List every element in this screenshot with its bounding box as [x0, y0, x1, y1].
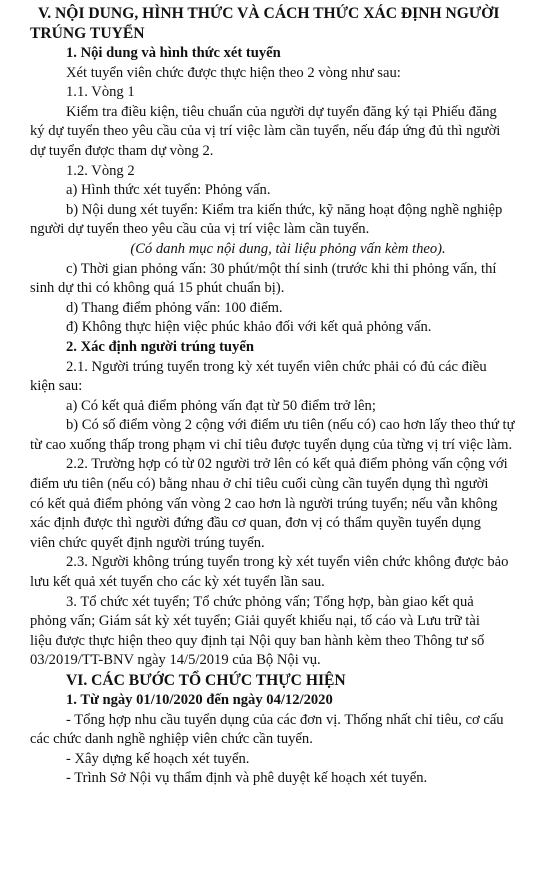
text-line: 1. Từ ngày 01/10/2020 đến ngày 04/12/2020 [66, 692, 333, 708]
text-line: Kiểm tra điều kiện, tiêu chuẩn của người dự tuyển đăng ký tại Phiếu đăng [66, 103, 497, 120]
text-line: có kết quả điểm phỏng vấn vòng 2 cao hơn là người trúng tuyển; nếu vẫn không [30, 495, 498, 512]
text-line: ký dự tuyển theo yêu cầu của vị trí việc làm cần tuyển, nếu đáp ứng đủ thì người [30, 123, 501, 140]
text-line: từ cao xuống thấp trong phạm vi chỉ tiêu được tuyển dụng của từng vị trí việc làm. [30, 436, 513, 453]
text-line: TRÚNG TUYỂN [30, 25, 145, 42]
text-line: người dự tuyển theo yêu cầu của vị trí việc làm cần tuyển. [30, 221, 370, 238]
text-line: 2.2. Trường hợp có từ 02 người trở lên có kết quả điểm phỏng vấn cộng với [66, 456, 508, 473]
text-line: 03/2019/TT-BNV ngày 14/5/2019 của Bộ Nội vụ. [30, 652, 321, 669]
text-line: a) Hình thức xét tuyển: Phỏng vấn. [66, 182, 271, 199]
text-line: viên chức quyết định người trúng tuyển. [30, 534, 265, 551]
text-line: 3. Tổ chức xét tuyển; Tổ chức phỏng vấn; Tổng hợp, bàn giao kết quả [66, 593, 474, 610]
text-line: b) Có số điểm vòng 2 cộng với điểm ưu tiên (nếu có) cao hơn lấy theo thứ tự [66, 417, 515, 434]
text-line: dự tuyển được tham dự vòng 2. [30, 142, 214, 159]
text-line: điểm ưu tiên (nếu có) bằng nhau ở chỉ tiêu cuối cùng cần tuyển dụng thì người [30, 476, 489, 493]
text-line: lưu kết quả xét tuyển cho các kỳ xét tuyển lần sau. [30, 574, 325, 591]
text-line: xác định được thì người đứng đầu cơ quan, đơn vị có thẩm quyền tuyển dụng [30, 515, 481, 532]
text-line: 2.1. Người trúng tuyển trong kỳ xét tuyển viên chức phải có đủ các điều [66, 358, 487, 375]
text-line: - Tổng hợp nhu cầu tuyển dụng của các đơn vị. Thống nhất chỉ tiêu, cơ cấu [66, 711, 504, 728]
text-line: 2.3. Người không trúng tuyển trong kỳ xét tuyển viên chức không được bảo [66, 554, 509, 571]
text-line: a) Có kết quả điểm phỏng vấn đạt từ 50 điểm trở lên; [66, 397, 376, 414]
text-line: 1. Nội dung và hình thức xét tuyển [66, 45, 281, 61]
text-line: d) Thang điểm phỏng vấn: 100 điểm. [66, 299, 283, 316]
text-line: các chức danh nghề nghiệp viên chức cần tuyển. [30, 731, 313, 748]
text-line: VI. CÁC BƯỚC TỔ CHỨC THỰC HIỆN [66, 672, 346, 689]
text-line: - Trình Sở Nội vụ thẩm định và phê duyệt kế hoạch xét tuyển. [66, 770, 428, 787]
text-line: c) Thời gian phỏng vấn: 30 phút/một thí sinh (trước khi thi phỏng vấn, thí [66, 260, 497, 277]
text-line: sinh dự thi có không quá 15 phút chuẩn bị). [30, 280, 285, 297]
text-line: đ) Không thực hiện việc phúc khảo đối với kết quả phỏng vấn. [66, 319, 432, 336]
text-line: - Xây dựng kế hoạch xét tuyển. [66, 750, 250, 767]
text-line: (Có danh mục nội dung, tài liệu phỏng vấn kèm theo). [130, 240, 446, 257]
text-line: 2. Xác định người trúng tuyển [66, 338, 254, 355]
text-line: 1.2. Vòng 2 [66, 162, 135, 179]
text-line: Xét tuyển viên chức được thực hiện theo 2 vòng như sau: [66, 64, 401, 81]
text-line: b) Nội dung xét tuyển: Kiểm tra kiến thức, kỹ năng hoạt động nghề nghiệp [66, 201, 503, 218]
text-line: kiện sau: [30, 378, 83, 395]
text-line: phỏng vấn; Giám sát kỳ xét tuyển; Giải quyết khiếu nại, tố cáo và Lưu trữ tài [30, 613, 480, 630]
text-line: 1.1. Vòng 1 [66, 84, 135, 101]
text-line: liệu được thực hiện theo quy định tại Nội quy ban hành kèm theo Thông tư số [30, 632, 485, 649]
text-line: V. NỘI DUNG, HÌNH THỨC VÀ CÁCH THỨC XÁC ĐỊNH NGƯỜI [38, 5, 500, 22]
